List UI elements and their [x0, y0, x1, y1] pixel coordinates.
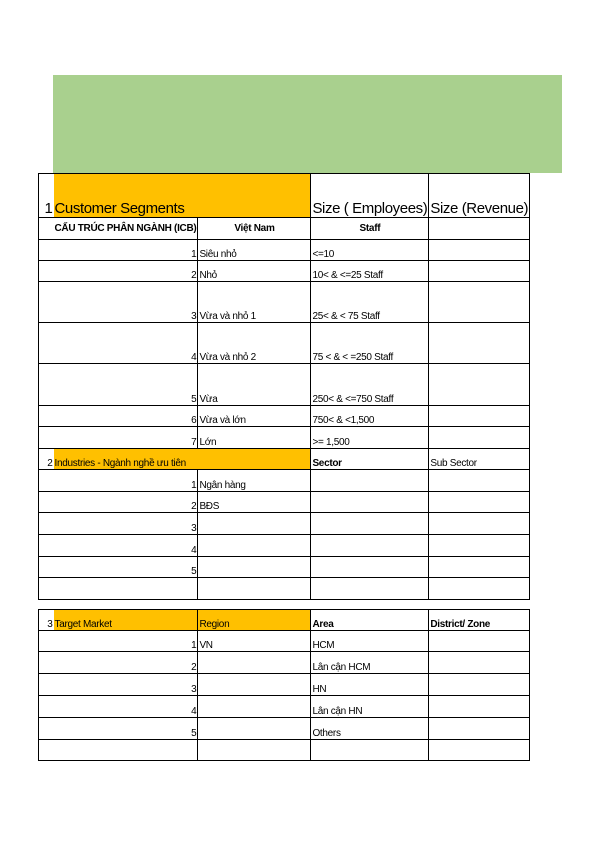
row-number[interactable]: 1 [54, 470, 198, 492]
region-value[interactable]: VN [198, 631, 311, 652]
segments-header-row [39, 174, 530, 218]
table-row [39, 323, 530, 364]
table-cell [54, 600, 198, 610]
table-cell [311, 600, 429, 610]
table-cell[interactable] [39, 427, 54, 449]
region-value[interactable] [198, 696, 311, 718]
row-number[interactable]: 4 [54, 535, 198, 557]
staff-header[interactable]: Staff [311, 218, 429, 240]
table-row [39, 535, 530, 557]
staff-size[interactable]: 10< & <=25 Staff [311, 261, 429, 282]
section-title[interactable]: Target Market [54, 610, 198, 631]
segment-name[interactable]: Vừa và nhỏ 1 [198, 282, 311, 323]
table-cell[interactable] [39, 240, 54, 261]
table-cell[interactable] [311, 470, 429, 492]
table-cell[interactable] [198, 740, 311, 761]
region-value[interactable] [198, 718, 311, 740]
table-row [39, 578, 530, 600]
table-row [39, 261, 530, 282]
table-cell[interactable] [429, 535, 530, 557]
section-number: 1 [39, 174, 54, 218]
table-cell[interactable] [429, 557, 530, 578]
table-row [39, 240, 530, 261]
area-value[interactable]: HN [311, 674, 429, 696]
table-cell[interactable] [429, 652, 530, 674]
table-cell[interactable] [429, 492, 530, 513]
table-cell[interactable] [429, 631, 530, 652]
table-cell[interactable] [39, 261, 54, 282]
row-number[interactable]: 1 [54, 240, 198, 261]
table-cell[interactable] [429, 696, 530, 718]
customer-profile-sheet [38, 173, 530, 761]
table-cell[interactable] [54, 740, 198, 761]
row-number[interactable]: 4 [54, 696, 198, 718]
table-cell[interactable] [429, 406, 530, 427]
section-number: 3 [39, 610, 54, 631]
region-value[interactable] [198, 652, 311, 674]
area-value[interactable]: Lân cận HCM [311, 652, 429, 674]
table-cell[interactable] [429, 674, 530, 696]
table-cell[interactable] [39, 718, 54, 740]
subsector-header[interactable]: Sub Sector [429, 449, 530, 470]
table-cell[interactable] [311, 578, 429, 600]
table-cell[interactable] [429, 578, 530, 600]
row-number[interactable]: 3 [54, 674, 198, 696]
row-number[interactable]: 4 [54, 323, 198, 364]
staff-size[interactable]: 25< & < 75 Staff [311, 282, 429, 323]
table-cell[interactable] [39, 696, 54, 718]
section-title[interactable]: Customer Segments [54, 174, 311, 218]
table-cell[interactable] [39, 406, 54, 427]
table-cell[interactable] [39, 535, 54, 557]
area-value[interactable]: HCM [311, 631, 429, 652]
segment-name[interactable]: Vừa [198, 364, 311, 406]
table-cell[interactable] [39, 513, 54, 535]
row-number[interactable]: 3 [54, 282, 198, 323]
table-cell[interactable] [39, 323, 54, 364]
table-cell[interactable] [429, 364, 530, 406]
section-title[interactable]: Industries - Ngành nghề ưu tiên [54, 449, 311, 470]
table-cell[interactable] [429, 470, 530, 492]
staff-size[interactable]: >= 1,500 [311, 427, 429, 449]
table-cell[interactable] [39, 364, 54, 406]
table-row [39, 631, 530, 652]
industry-name[interactable] [198, 557, 311, 578]
row-number[interactable]: 3 [54, 513, 198, 535]
region-header[interactable]: Region [198, 610, 311, 631]
segment-name[interactable]: Vừa và lớn [198, 406, 311, 427]
table-cell[interactable] [311, 535, 429, 557]
table-row [39, 674, 530, 696]
segment-name[interactable]: Siêu nhỏ [198, 240, 311, 261]
table-cell[interactable] [39, 674, 54, 696]
segments-subheader-row [39, 218, 530, 240]
row-number[interactable]: 2 [54, 261, 198, 282]
table-row [39, 652, 530, 674]
table-cell[interactable] [39, 652, 54, 674]
table-row [39, 470, 530, 492]
table-cell[interactable] [311, 740, 429, 761]
table-cell[interactable] [429, 261, 530, 282]
table-cell[interactable] [429, 282, 530, 323]
table-cell[interactable] [311, 492, 429, 513]
table-cell[interactable] [39, 740, 54, 761]
row-number[interactable]: 5 [54, 364, 198, 406]
size-employees-header[interactable]: Size ( Employees) [311, 174, 429, 218]
table-cell[interactable] [39, 492, 54, 513]
table-row [39, 557, 530, 578]
table-cell[interactable] [39, 282, 54, 323]
row-number[interactable]: 7 [54, 427, 198, 449]
segment-name[interactable]: Nhỏ [198, 261, 311, 282]
table-cell[interactable] [39, 578, 54, 600]
industry-name[interactable] [198, 535, 311, 557]
table-cell[interactable] [429, 323, 530, 364]
table-cell[interactable] [39, 470, 54, 492]
section-number: 2 [39, 449, 54, 470]
table-row [39, 492, 530, 513]
industry-name[interactable]: BĐS [198, 492, 311, 513]
row-number[interactable]: 5 [54, 557, 198, 578]
table-row [39, 513, 530, 535]
staff-size[interactable]: 75 < & < =250 Staff [311, 323, 429, 364]
industry-name[interactable]: Ngân hàng [198, 470, 311, 492]
table-cell[interactable] [429, 427, 530, 449]
table-cell[interactable] [429, 218, 530, 240]
table-row [39, 406, 530, 427]
table-row [39, 427, 530, 449]
table-cell[interactable] [429, 240, 530, 261]
district-header[interactable]: District/ Zone [429, 610, 530, 631]
table-cell[interactable] [311, 513, 429, 535]
icb-header[interactable]: CẤU TRÚC PHÂN NGÀNH (ICB) [54, 218, 198, 240]
segment-name[interactable]: Vừa và nhỏ 2 [198, 323, 311, 364]
table-cell[interactable] [39, 631, 54, 652]
staff-size[interactable]: <=10 [311, 240, 429, 261]
size-revenue-header[interactable]: Size (Revenue) [429, 174, 530, 218]
spacer-row [39, 600, 530, 610]
table-cell[interactable] [198, 578, 311, 600]
row-number[interactable]: 6 [54, 406, 198, 427]
row-number[interactable]: 2 [54, 652, 198, 674]
sector-header[interactable]: Sector [311, 449, 429, 470]
table-row [39, 364, 530, 406]
table-cell[interactable] [429, 718, 530, 740]
table-row [39, 696, 530, 718]
table-row [39, 282, 530, 323]
table-cell[interactable] [429, 740, 530, 761]
staff-size[interactable]: 250< & <=750 Staff [311, 364, 429, 406]
area-value[interactable]: Others [311, 718, 429, 740]
table-cell [39, 600, 54, 610]
region-value[interactable] [198, 674, 311, 696]
table-cell [198, 600, 311, 610]
area-value[interactable]: Lân cận HN [311, 696, 429, 718]
row-number[interactable]: 2 [54, 492, 198, 513]
table-cell[interactable] [311, 557, 429, 578]
vietnam-header[interactable]: Việt Nam [198, 218, 311, 240]
row-number[interactable]: 1 [54, 631, 198, 652]
table-row [39, 740, 530, 761]
industry-name[interactable] [198, 513, 311, 535]
table-cell[interactable] [39, 218, 54, 240]
table-cell[interactable] [54, 578, 198, 600]
market-header-row [39, 610, 530, 631]
green-banner [53, 75, 562, 173]
table-cell [429, 600, 530, 610]
staff-size[interactable]: 750< & <1,500 [311, 406, 429, 427]
row-number[interactable]: 5 [54, 718, 198, 740]
industries-header-row [39, 449, 530, 470]
table-cell[interactable] [429, 513, 530, 535]
table-cell[interactable] [39, 557, 54, 578]
table-row [39, 718, 530, 740]
area-header[interactable]: Area [311, 610, 429, 631]
segment-name[interactable]: Lớn [198, 427, 311, 449]
